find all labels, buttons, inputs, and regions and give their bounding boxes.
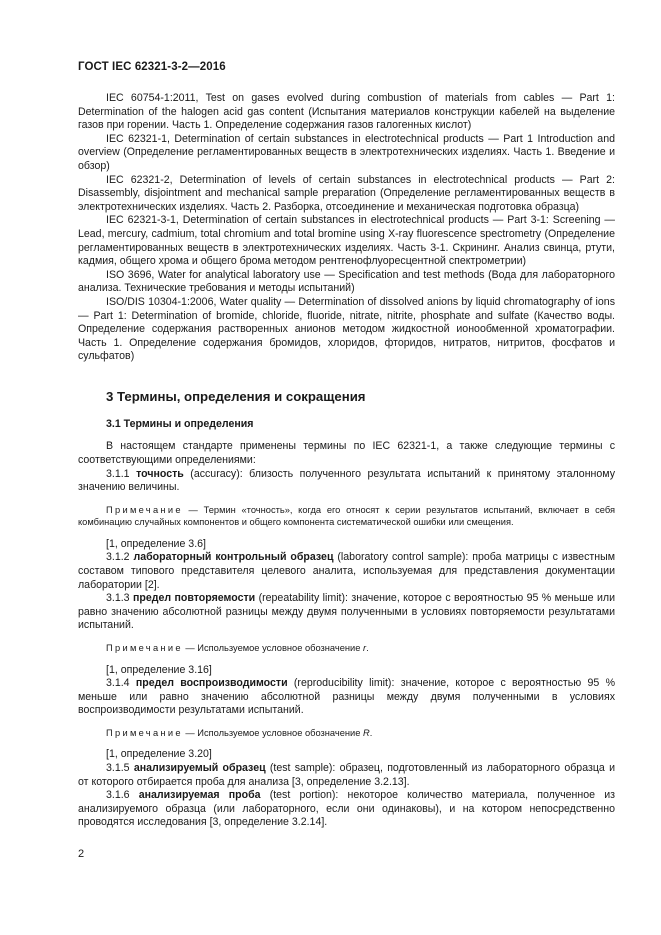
term-name: предел воспроизводимости xyxy=(135,677,288,690)
definition-source: [1, определение 3.16] xyxy=(106,663,212,676)
term-3-1-4: 3.1.4 предел воспроизводимости (reproducibility limit): значение, которое с вероятностью 95 % меньше или равно значению абсолютной разницы между двумя полученными в условиях воспроизводимости результатами испытаний. xyxy=(78,677,616,717)
reference-item: IEC 62321-2, Determination of levels of certain substances in electrotechnical products — Part 2: Disassembly, disjointment and mechanical sample preparation (Определение регламентированных веществ в электротехнических изделиях. Часть 2. Разборка, отсоединение и механическая подготовка образца) xyxy=(78,173,615,213)
reference-item: ISO 3696, Water for analytical laboratory use — Specification and test methods (Вода для лабораторного анализа. Технические требования и методы испытаний) xyxy=(78,268,615,295)
definition-source: [1, определение 3.6] xyxy=(106,537,206,550)
page-content xyxy=(78,92,615,830)
note: Примечание — Используемое условное обозначение r. xyxy=(106,643,369,653)
term-3-1-2: 3.1.2 лабораторный контрольный образец (laboratory control sample): проба матрицы с известным составом типового представителя целевого аналита, используемая для представления документации лаборатории [2]. xyxy=(78,551,615,591)
reference-item: ISO/DIS 10304-1:2006, Water quality — Determination of dissolved anions by liquid chromatography of ions — Part 1: Determination of bromide, chloride, fluoride, nitrate, nitrite, phosphate and sulfate (Качество воды. Определение содержания растворенных анионов методом жидкостной ионообменной хроматографии. Часть 1. Определение содержания бромидов, хлоридов, фторидов, нитратов, нитритов, фосфатов и сульфатов) xyxy=(78,295,615,363)
term-3-1-3: 3.1.3 предел повторяемости (repeatability limit): значение, которое с вероятностью 95 % меньше или равно значению абсолютной разницы между двумя полученными в условиях повторяемости результатами испытаний. xyxy=(78,592,615,632)
note-label: Примечание xyxy=(106,727,183,738)
term-name: лабораторный контрольный образец xyxy=(133,551,334,564)
note-label: Примечание xyxy=(106,504,183,515)
term-3-1-1: 3.1.1 точность (accuracy): близость полученного результата испытаний к принятому эталонному значению величины. xyxy=(78,467,615,494)
note: Примечание — Используемое условное обозначение R. xyxy=(106,727,373,738)
term-name: анализируемая проба xyxy=(138,789,261,802)
term-3-1-5: 3.1.5 анализируемый образец (test sample): образец, подготовленный из лабораторного образца и от которого отбирается проба для анализа [3, определение 3.2.13]. xyxy=(78,761,615,788)
term-name: анализируемый образец xyxy=(133,761,266,774)
note-label: Примечание xyxy=(106,643,183,653)
term-name: точность xyxy=(136,467,184,480)
note: Примечание — Термин «точность», когда его относят к серии результатов испытаний, включает в себя комбинацию случайных компонентов и общего компонента систематической ошибки или смещения. xyxy=(78,504,615,528)
reference-item: IEC 62321-3-1, Determination of certain substances in electrotechnical products — Part 3-1: Screening — Lead, mercury, cadmium, total chromium and total bromine using X-ray fluorescence spectrometry (Определение регламентированных веществ в электротехнических изделиях. Часть 3-1. Скрининг. Анализ свинца, ртути, кадмия, общего хрома и общего брома методом рентгенофлуоресцентной спектрометрии) xyxy=(78,214,615,268)
term-name: предел повторяемости xyxy=(132,592,256,605)
definition-source: [1, определение 3.20] xyxy=(106,748,212,761)
section-intro: В настоящем стандарте применены термины по IEC 62321-1, а также следующие термины с соответствующими определениями: xyxy=(78,440,615,467)
term-3-1-6: 3.1.6 анализируемая проба (test portion): некоторое количество материала, полученное из анализируемого образца (или лабораторного, если они одинаковы), и на котором непосредственно проводятся исследования [3, определение 3.2.14]. xyxy=(78,789,615,829)
section-3-1-heading: 3.1 Термины и определения xyxy=(106,417,254,430)
page-header: ГОСТ IEC 62321-3-2—2016 xyxy=(78,61,226,73)
reference-item: IEC 60754-1:2011, Test on gases evolved during combustion of materials from cables — Part 1: Determination of the halogen acid gas content (Испытания материалов конструкции кабелей на выделение газов при горении. Часть 1. Определение содержания газов галогенных кислот) xyxy=(78,92,615,132)
reference-item: IEC 62321-1, Determination of certain substances in electrotechnical products — Part 1 Introduction and overview (Определение регламентированных веществ в электротехнических изделиях. Часть 1. Введение и обзор) xyxy=(78,132,615,172)
page-number: 2 xyxy=(78,848,85,860)
section-3-heading: 3 Термины, определения и сокращения xyxy=(106,388,366,404)
